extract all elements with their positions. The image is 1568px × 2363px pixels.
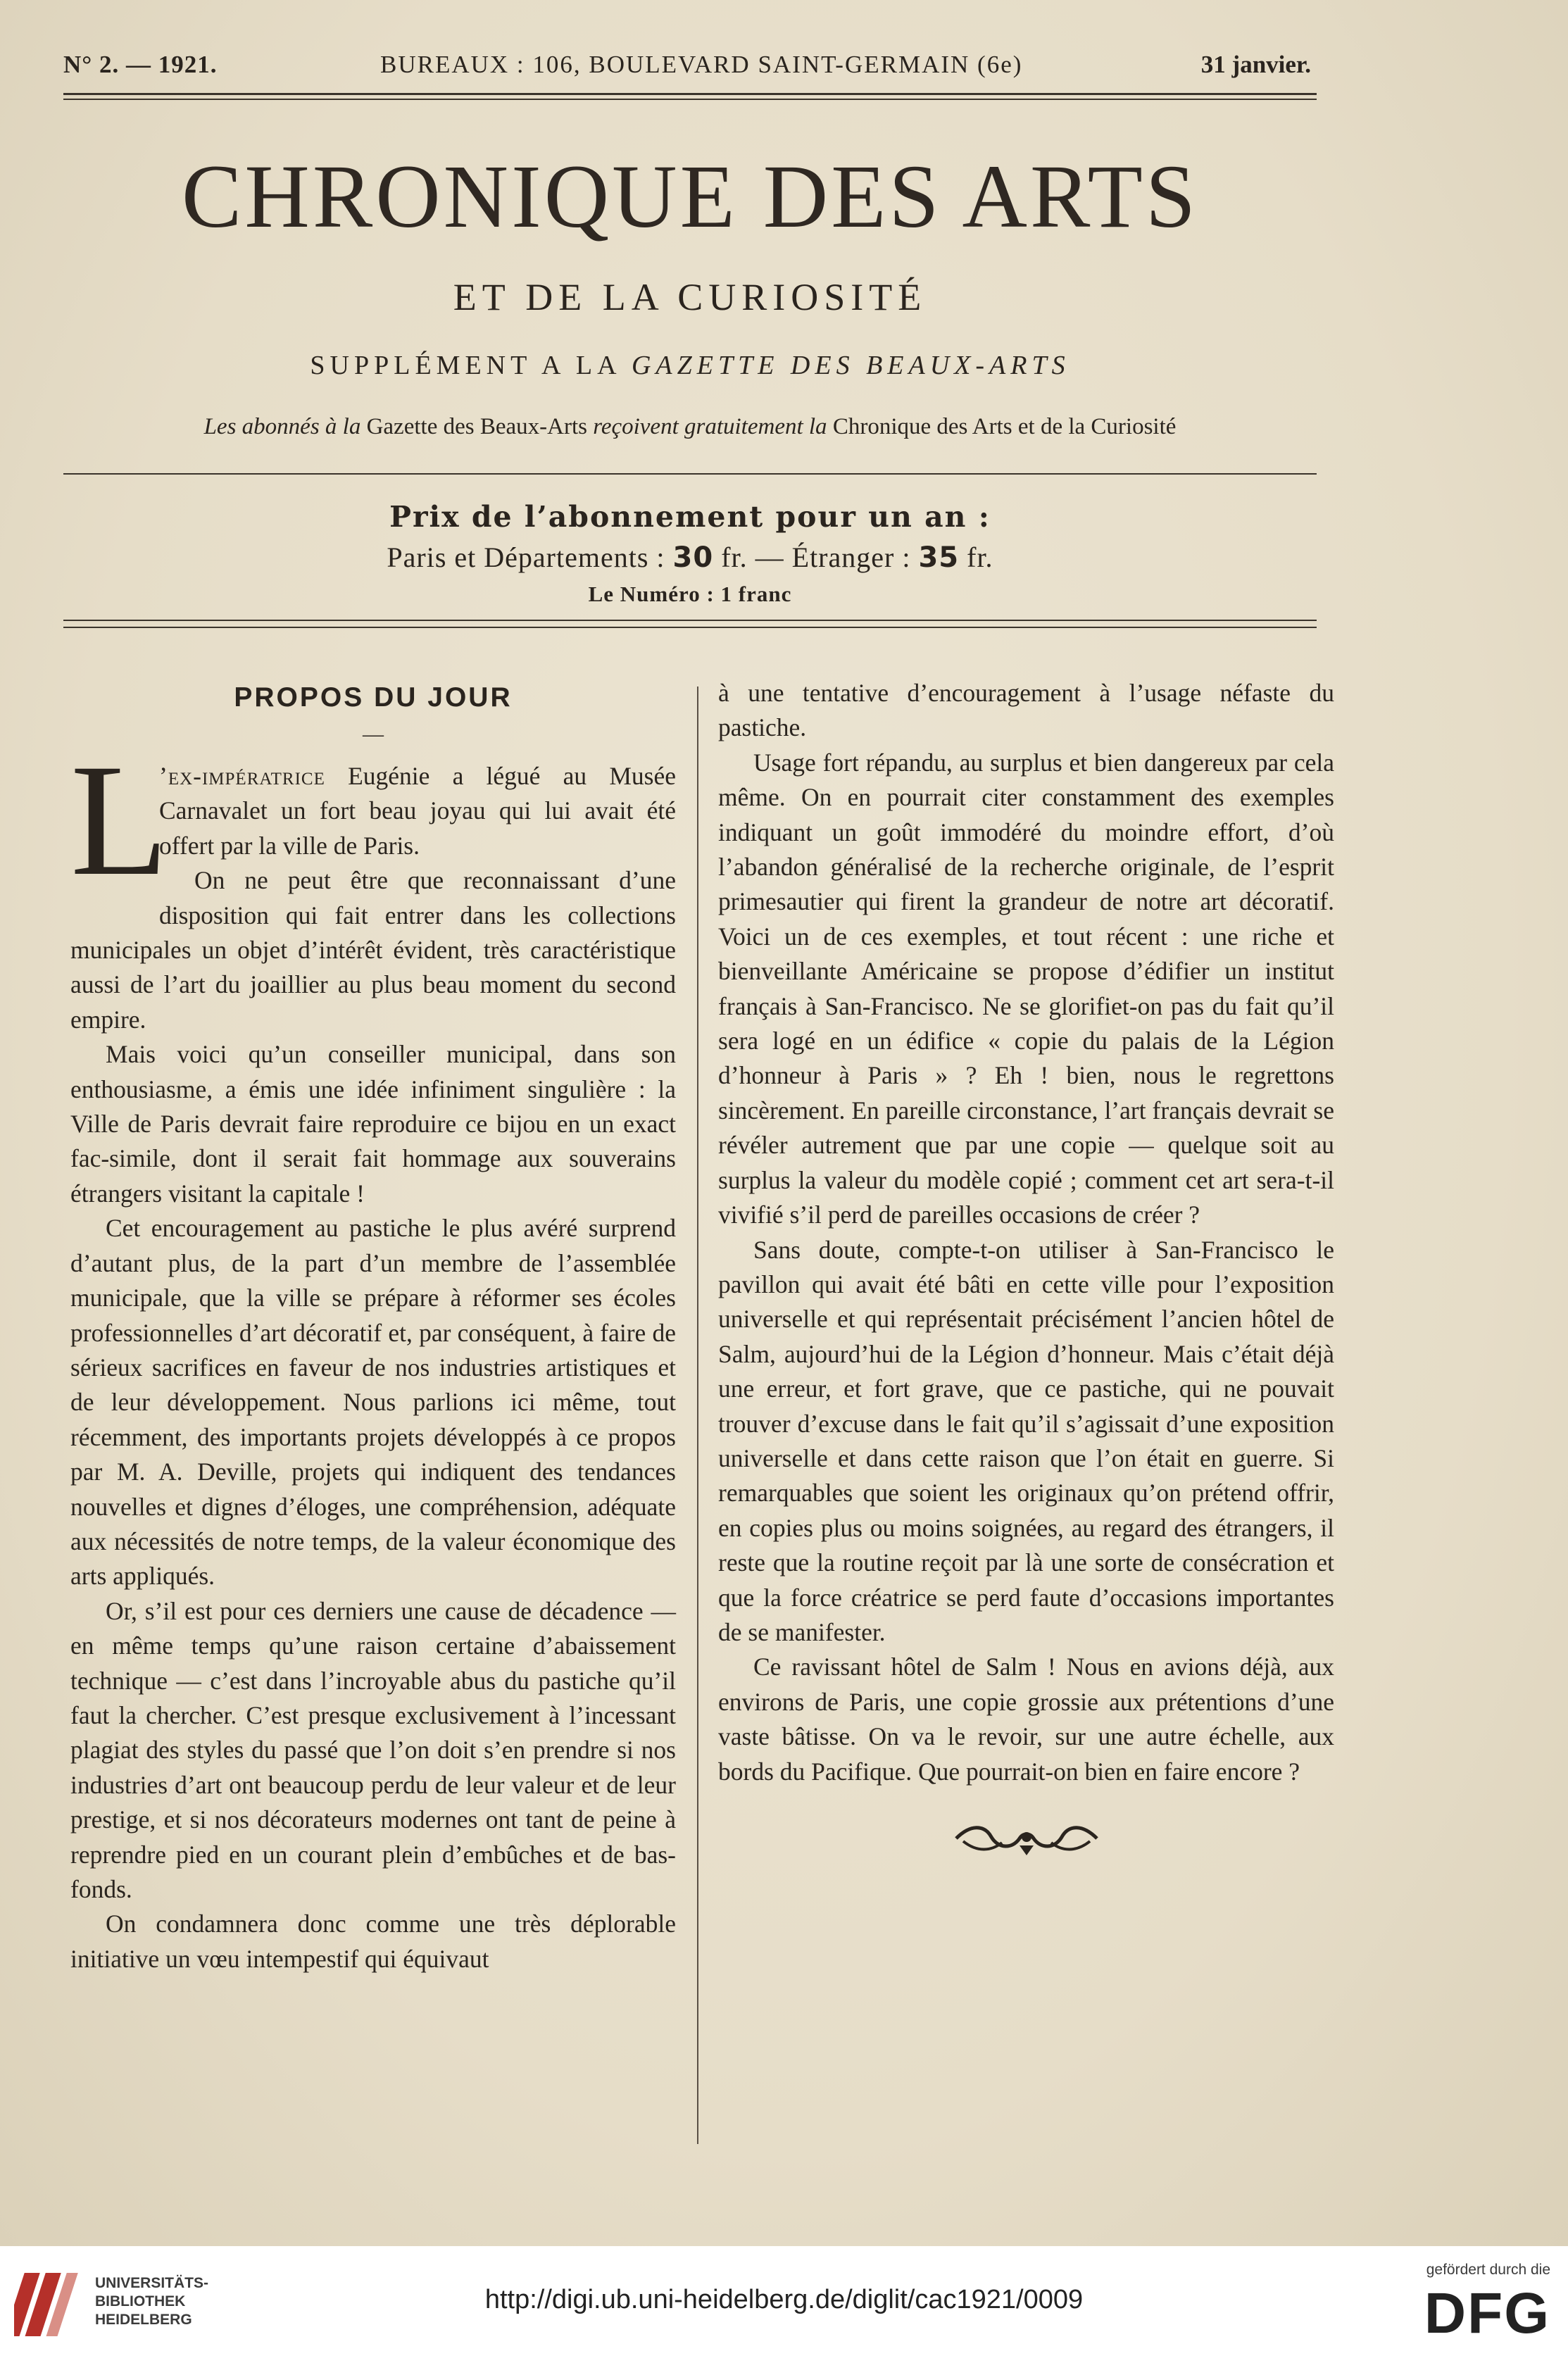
subscription-heading: Prix de l’abonnement pour un an : (389, 500, 991, 534)
article-paragraph-1 (70, 732, 676, 909)
library-name-line-1: UNIVERSITÄTS- (95, 2275, 209, 2291)
article-paragraph-9: Sans doute, compte-t-on utiliser à San-Francisco le pavillon qui avait été bâti en cette ville pour l’exposition universelle et qui représentait précisément l’ancien hôtel de Salm, aujourd’hui de la Légion d’honneur. Mais c’était déjà une erreur, et fort grave, que ce pastiche, qui ne pouvait trouver d’excuse dans le fait qu’il s’agissait d’une exposition universelle et dans cette raison que l’on était en guerre. Si remarquables que soient les originaux qu’on prétend offrir, en copies plus ou moins soignées, au regard des étrangers, il reste que la routine reçoit par là une sorte de consécration et que la force créatrice se perd faute d’occasions importantes de se manifester. (718, 1235, 1334, 1646)
article-paragraph-10: Ce ravissant hôtel de Salm ! Nous en avions déjà, aux environs de Paris, une copie grossie aux prétentions d’une vaste bâtisse. On va le revoir, sur une autre échelle, aux bords du Pacifique. Que pourrait-on bien en faire encore ? (718, 1653, 1334, 1786)
supplement-name: GAZETTE DES BEAUX-ARTS (631, 351, 1070, 380)
masthead-subtitle: ET DE LA CURIOSITÉ (453, 276, 927, 318)
article-title: PROPOS DU JOUR (234, 682, 513, 713)
library-name-line-3: HEIDELBERG (95, 2312, 192, 2328)
drop-cap: L (70, 732, 169, 909)
office-address: BUREAUX : 106, BOULEVARD SAINT-GERMAIN (6e) (380, 51, 1023, 78)
smallcaps-opening: ’ex-impératrice (159, 762, 325, 790)
foreign-unit: fr. (967, 541, 993, 573)
article-right-column (718, 676, 1334, 1867)
library-name-line-2: BIBLIOTHEK (95, 2293, 186, 2309)
digitization-footer (0, 2246, 1568, 2363)
article-paragraph-4: Cet encouragement au pastiche le plus avéré surprend d’autant plus, de la part d’un membre de l’assemblée municipale, que la ville se prépare à réformer ses écoles professionnelles d’art décoratif et, par conséquent, à faire de sérieux sacrifices en faveur de nos industries artistiques et de leur développement. Nous parlions ici même, tout récemment, des importants projets développés à ce propos par M. A. Deville, projets qui indiquent des tendances nouvelles et dignes d’éloges, une compréhension, adéquate aux nécessités de notre temps, de la valeur économique des arts appliqués. (70, 1214, 676, 1591)
digital-copy-link[interactable]: http://digi.ub.uni-heidelberg.de/diglit/cac1921/0009 (484, 2285, 1084, 2314)
header-rule-top (63, 93, 1317, 95)
foreign-price: 35 (918, 541, 960, 574)
subscribers-part-3: reçoivent gratuitement la (593, 414, 827, 439)
paris-unit: fr. — Étranger : (721, 541, 911, 573)
subscription-prices (63, 541, 1317, 574)
funded-by-label: gefördert durch die (1426, 2262, 1550, 2278)
article-paragraph-3: Mais voici qu’un conseiller municipal, dans son enthousiasme, a émis une idée infiniment singulière : la Ville de Paris devrait faire reproduire ce bijou en un exact fac-simile, dont il serait fait hommage aux souverains étrangers visitant la capitale ! (70, 1040, 676, 1208)
closing-ornament (718, 1817, 1334, 1867)
paris-price: 30 (672, 541, 714, 574)
masthead-title: CHRONIQUE DES ARTS (182, 146, 1198, 246)
paragraph-1-text: Eugénie a légué au Musée Carnavalet un fort beau joyau qui lui avait été offert par la ville de Paris. (159, 762, 676, 860)
issue-number: N° 2. — 1921. (63, 51, 218, 78)
column-divider (697, 687, 698, 2144)
masthead-supplement (63, 352, 1317, 379)
article-paragraph-7: à une tentative d’encouragement à l’usage néfaste du pastiche. (718, 679, 1334, 742)
single-issue-price: Le Numéro : 1 franc (588, 582, 792, 606)
dfg-logo: DFG (1424, 2281, 1550, 2345)
subscribers-part-1: Les abonnés à la (203, 414, 361, 439)
subscribers-part-2: Gazette des Beaux-Arts (366, 414, 587, 439)
subscribers-part-4: Chronique des Arts et de la Curiosité (832, 414, 1177, 439)
pricing-rule-bottom (63, 627, 1317, 628)
article-paragraph-5: Or, s’il est pour ces derniers une cause de décadence — en même temps qu’une raison certaine d’abaissement technique — c’est dans l’incroyable abus du pastiche qu’il faut la chercher. C’est presque exclusivement à l’incessant plagiat des styles du passé que l’on doit s’en prendre si nos industries d’art ont beaucoup perdu de leur valeur et de leur prestige, et si nos décorateurs modernes ont tant de peine à reprendre pied en un courant plein d’embûches et de bas-fonds. (70, 1596, 676, 1903)
article-paragraph-8: Usage fort répandu, au surplus et bien dangereux par cela même. On en pourrait citer constamment des exemples indiquant un goût immodéré du moindre effort, d’où l’abandon généralisé de la recherche originale, de l’esprit primesautier qui firent la grandeur de notre art décoratif. Voici un de ces exemples, et tout récent : une riche et bienveillante Américaine se propose d’édifier un institut français à San-Francisco. Ne se glorifiet-on pas du fait qu’il sera logé en un édifice « copie du palais de la Légion d’honneur à Paris » ? Eh ! bien, nous le regrettons sincèrement. En pareille circonstance, l’art français devrait se révéler autrement que par une copie — quelque soit au surplus la valeur du modèle copié ; comment cet art sera-t-il vivifié s’il perd de pareilles occasions de créer ? (718, 748, 1334, 1229)
masthead-rule (63, 473, 1317, 475)
header-rule-bottom (63, 99, 1317, 100)
pricing-rule-top (63, 620, 1317, 621)
subscribers-note (63, 415, 1317, 439)
article-title-dash: — (363, 722, 384, 746)
supplement-prefix: SUPPLÉMENT A LA (310, 351, 620, 380)
article-left-column (70, 676, 676, 1976)
article-paragraph-2: On ne peut être que reconnaissant d’une disposition qui fait entrer dans les collections municipales un objet d’intérêt évident, très caractéristique aussi de l’art du joaillier au plus beau moment du second empire. (70, 866, 676, 1034)
article-paragraph-6: On condamnera donc comme une très déplorable initiative un vœu intempestif qui équivaut (70, 1910, 676, 1973)
paris-label: Paris et Départements : (387, 541, 665, 573)
issue-date: 31 janvier. (1200, 51, 1311, 78)
ornament-flourish-icon (949, 1817, 1104, 1860)
